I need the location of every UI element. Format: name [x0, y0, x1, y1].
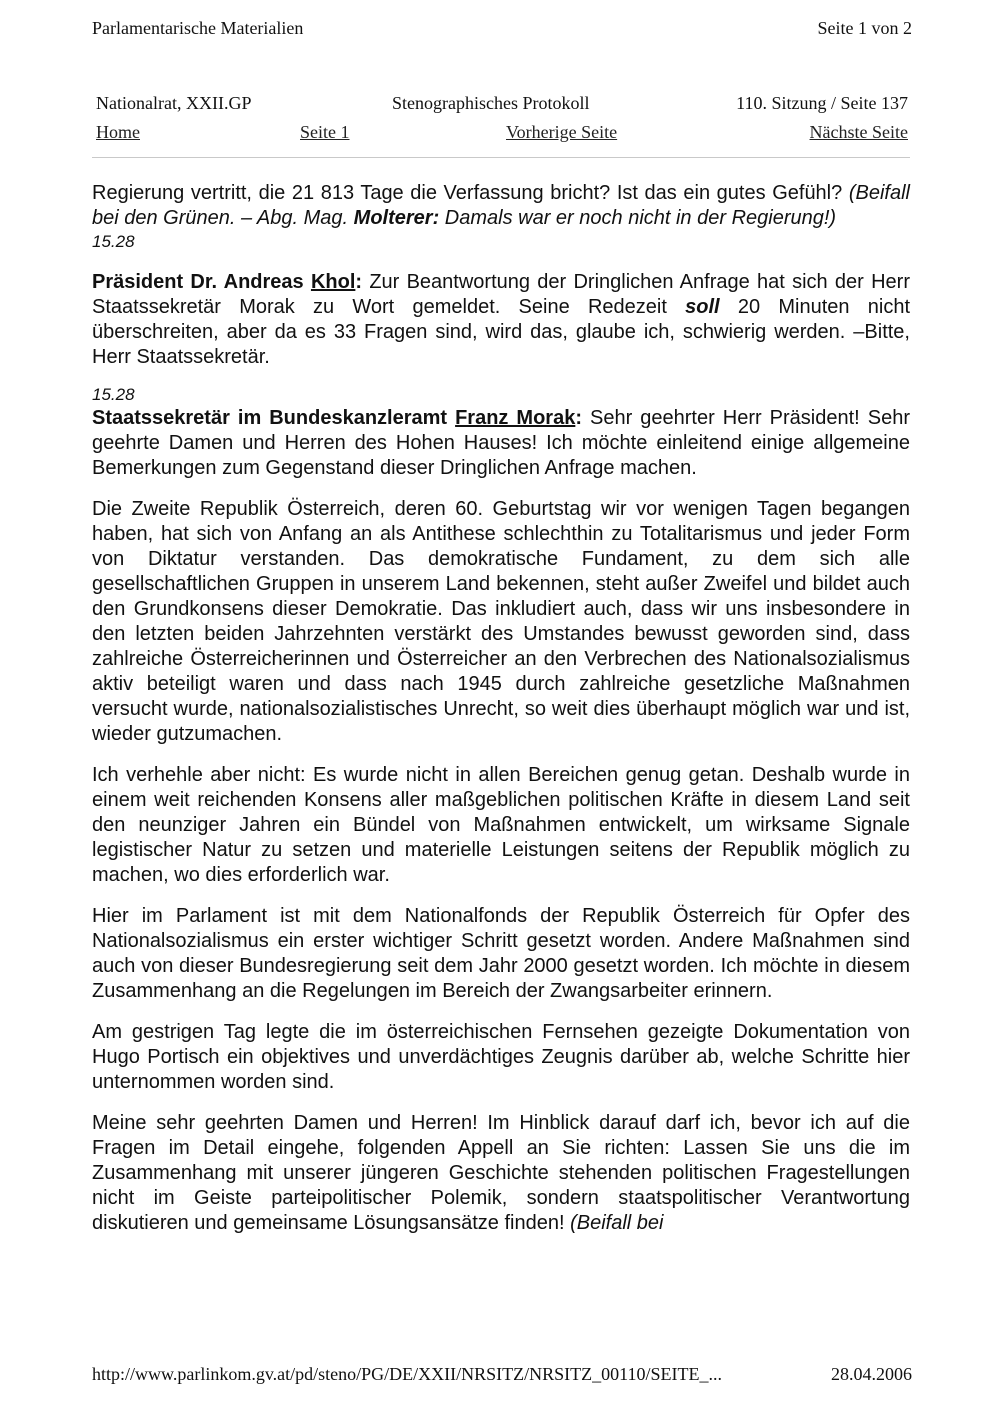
speaker-colon: :	[575, 407, 583, 429]
page-url: http://www.parlinkom.gv.at/pd/steno/PG/DE/XXII/NRSITZ/NRSITZ_00110/SEITE_...	[92, 1364, 722, 1384]
text-span: Sehr geehrter Herr Präsident! Sehr geehrte Damen und Herren des Hohen Hauses! Ich möchte einleitend einige allgemeine Bemerkungen zum Gegenstand dieser Dringlichen Anfrage machen.	[92, 407, 910, 479]
print-date: 28.04.2006	[831, 1364, 912, 1384]
speaker-role: Staatssekretär im Bundeskanzleramt	[92, 407, 456, 429]
page-counter: Seite 1 von 2	[817, 18, 912, 38]
text-span: Zur Beantwortung der Dringlichen Anfrage hat sich der Herr Staatssekretär Morak zu Wort gemeldet. Seine Redezeit	[92, 271, 910, 318]
document-info-row	[96, 93, 908, 117]
remark-text: (Beifall bei	[570, 1212, 664, 1234]
speaker-name: Molterer:	[353, 207, 440, 229]
nav-home-link[interactable]: Home	[96, 122, 140, 142]
nav-next-link[interactable]: Nächste Seite	[809, 122, 908, 142]
protocol-content	[92, 181, 910, 1236]
speaker-colon: :	[355, 271, 363, 293]
paragraph: Am gestrigen Tag legte die im österreichischen Fernsehen gezeigte Dokumentation von Hugo Portisch ein objektives und unverdächtiges Zeugnis darüber ab, welche Schritte hier unternommen worden sind.	[92, 1021, 910, 1093]
print-footer	[92, 1364, 912, 1388]
protocol-type: Stenographisches Protokoll	[392, 93, 590, 113]
timestamp: 15.28	[92, 385, 135, 404]
text-span: 20 Minuten nicht überschreiten, aber da es 33 Fragen sind, wird das, glaube ich, schwierig werden. –Bitte, Herr Staatssekretär.	[92, 296, 910, 368]
emphasis-text: soll	[685, 296, 720, 318]
text-span: Regierung vertritt, die 21 813 Tage die Verfassung bricht? Ist das ein gutes Gefühl?	[92, 182, 849, 204]
print-header	[92, 18, 912, 42]
nav-previous-link[interactable]: Vorherige Seite	[506, 122, 618, 142]
paragraph	[92, 406, 910, 481]
paragraph: Hier im Parlament ist mit dem Nationalfonds der Republik Österreich für Opfer des Nationalsozialismus ein erster wichtiger Schritt gesetzt worden. Andere Maßnahmen sind auch von dieser Bundesregierung seit dem Jahr 2000 gesetzt worden. Ich möchte in diesem Zusammenhang an die Regelungen im Bereich der Zwangsarbeiter erinnern.	[92, 905, 910, 1002]
sitting-page-label: 110. Sitzung / Seite 137	[736, 93, 908, 113]
nav-seite1-link[interactable]: Seite 1	[300, 122, 350, 142]
paragraph	[92, 1111, 910, 1236]
site-title: Parlamentarische Materialien	[92, 18, 304, 38]
navigation-bar	[96, 122, 908, 146]
paragraph: Ich verhehle aber nicht: Es wurde nicht in allen Bereichen genug getan. Deshalb wurde in einem weit reichenden Konsens aller maßgeblichen politischen Kräfte in diesem Land seit den neunziger Jahren ein Bündel von Maßnahmen entwickelt, um wirksame Signale legistischer Natur zu setzen und materielle Leistungen seitens der Republik möglich zu machen, wo dies erforderlich war.	[92, 764, 910, 886]
paragraph: Die Zweite Republik Österreich, deren 60. Geburtstag wir vor wenigen Tagen begangen haben, hat sich von Anfang an als Antithese schlechthin zu Totalitarismus und jeder Form von Diktatur verstanden. Das demokratische Fundament, zu dem sich alle gesellschaftlichen Gruppen in unserem Land bekennen, steht außer Zweifel und bildet auch den Grundkonsens dieser Demokratie. Das inkludiert auch, dass wir uns insbesondere in den letzten beiden Jahrzehnten verstärkt des Umstandes bewusst geworden sind, dass zahlreiche Österreicherinnen und Österreicher an den Verbrechen des Nationalsozialismus aktiv beteiligt waren und dass nach 1945 durch zahlreiche gesetzliche Maßnahmen versucht wurde, nationalsozialistisches Unrecht, so weit dies überhaupt möglich war und ist, wieder gutzumachen.	[92, 498, 910, 745]
text-span: Meine sehr geehrten Damen und Herren! Im Hinblick darauf darf ich, bevor ich auf die Fragen im Detail eingehe, folgenden Appell an Sie richten: Lassen Sie uns die im Zusammenhang mit unserer jüngeren Geschichte stehenden politischen Fragestellungen nicht im Geiste parteipolitischer Polemik, sondern staatspolitischer Verantwortung diskutieren und gemeinsame Lösungsansätze finden!	[92, 1112, 910, 1234]
header-divider	[92, 157, 910, 158]
session-label: Nationalrat, XXII.GP	[96, 93, 252, 113]
remark-text: Damals war er noch nicht in der Regierung!)	[439, 207, 837, 229]
speaker-name: Khol	[310, 271, 356, 293]
paragraph	[92, 270, 910, 370]
paragraph	[92, 181, 910, 231]
remark-text: (Beifall bei den Grünen. – Abg. Mag.	[92, 182, 910, 229]
timestamp: 15.28	[92, 232, 135, 251]
speaker-name: Franz Morak	[455, 407, 576, 429]
speaker-role: Präsident Dr. Andreas	[92, 271, 311, 293]
